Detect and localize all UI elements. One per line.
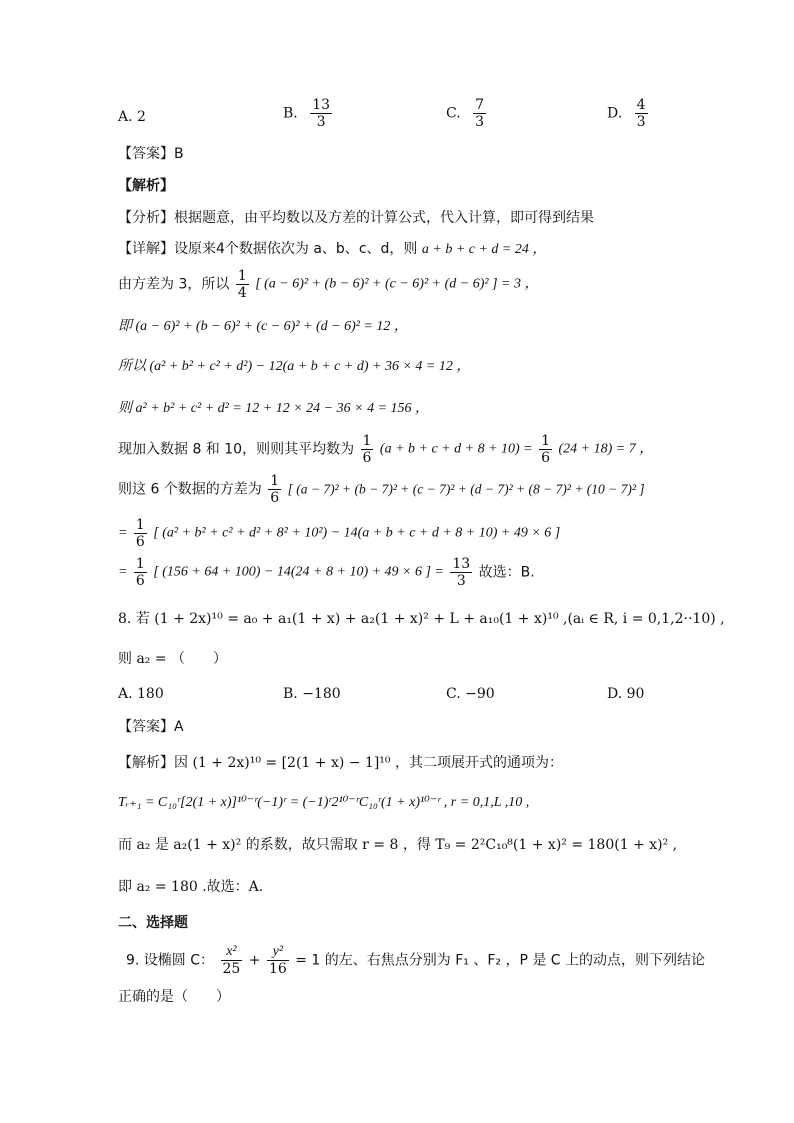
q7-option-c-label: C. — [446, 105, 461, 122]
q7-line8-fraction — [134, 517, 147, 550]
q7-option-b-den: 3 — [316, 114, 326, 130]
q7-line9 — [118, 556, 535, 589]
q7-option-d-num: 4 — [636, 97, 646, 113]
q7-line7-prefix: 则这 6 个数据的方差为 — [118, 481, 262, 498]
q7-line7-math: [ (a − 7)² + (b − 7)² + (c − 7)² + (d − 7)² + (8 − 7)² + (10 − 7)² ] — [287, 481, 645, 497]
q7-variance-line — [118, 268, 538, 301]
q9-suffix: = 1 的左、右焦点分别为 F₁ 、F₂ ，P 是 C 上的动点，则下列结论 — [295, 952, 706, 969]
q7-line9-fraction-1 — [134, 556, 147, 589]
q7-line4: 所以 (a² + b² + c² + d²) − 12(a + b + c + d) + 36 × 4 = 12 ， — [118, 359, 471, 374]
q7-option-a-value: 2 — [137, 109, 146, 125]
frac-den: 4 — [237, 285, 247, 301]
q9-x-num: x² — [221, 944, 243, 961]
q9-y-den: 16 — [268, 961, 287, 977]
plus-sign: + — [248, 952, 261, 969]
q7-option-d-fraction — [635, 97, 648, 130]
q9-y-num: y² — [267, 944, 289, 961]
q7-line9-fraction-2 — [450, 556, 472, 589]
q7-analysis-heading: 【解析】 — [118, 178, 174, 194]
q7-option-c-fraction — [473, 97, 486, 130]
section-heading: 二、选择题 — [118, 915, 188, 931]
q7-line9-math: [ (156 + 64 + 100) − 14(24 + 8 + 10) + 49 × 6 ] = — [153, 564, 444, 580]
frac-num: 1 — [270, 473, 280, 489]
equals-sign: = — [118, 564, 128, 580]
q7-option-a — [118, 109, 146, 125]
q7-detail-math: a + b + c + d = 24 ， — [421, 242, 547, 257]
q7-option-c — [446, 97, 488, 130]
frac-den: 6 — [135, 534, 145, 550]
frac-num: 1 — [541, 433, 551, 449]
q8-option-d: D. 90 — [607, 686, 645, 702]
q9-x-fraction — [221, 944, 243, 977]
q9-line1 — [126, 944, 705, 977]
frac-den: 6 — [541, 450, 551, 466]
q8-general-term: Tᵣ₊₁ = C₁₀ʳ[2(1 + x)]¹⁰⁻ʳ(−1)ʳ = (−1)ʳ2¹⁰⁻ʳC₁₀ʳ(1 + x)¹⁰⁻ʳ , r = 0,1,L ,10 , — [118, 795, 530, 810]
q7-line6 — [118, 433, 653, 466]
q9-y-fraction — [267, 944, 289, 977]
q8-coef: 而 a₂ 是 a₂(1 + x)² 的系数，故只需取 r = 8 ，得 T₉ = 2²C₁₀⁸(1 + x)² = 180(1 + x)² , — [118, 837, 678, 853]
q8-stem: 8. 若 (1 + 2x)¹⁰ = a₀ + a₁(1 + x) + a₂(1 + x)² + L + a₁₀(1 + x)¹⁰ ,(aᵢ ∈ R, i = 0,1,2··10) , — [118, 611, 725, 627]
q7-line6-fraction-2 — [539, 433, 552, 466]
q7-line6-math2: (24 + 18) = 7 ， — [558, 441, 654, 457]
q7-line8 — [118, 517, 560, 550]
frac-num: 1 — [135, 517, 145, 533]
q7-line6-fraction-1 — [361, 433, 374, 466]
q8-option-a: A. 180 — [118, 686, 164, 702]
q9-prefix: 9. 设椭圆 C： — [126, 952, 215, 969]
frac-num: 13 — [452, 556, 471, 572]
frac-num: 1 — [362, 433, 372, 449]
q7-option-d-den: 3 — [636, 114, 646, 130]
q8-analysis: 【解析】因 (1 + 2x)¹⁰ = [2(1 + x) − 1]¹⁰ ，其二项展开式的通项为： — [118, 755, 563, 771]
frac-num: 1 — [135, 556, 145, 572]
q7-option-b — [283, 97, 334, 130]
q9-line2: 正确的是（ ） — [118, 989, 230, 1005]
q8-answer: 【答案】A — [118, 719, 184, 735]
q7-option-d — [607, 97, 650, 130]
frac-num: 1 — [237, 268, 247, 284]
q7-fenxi: 【分析】根据题意，由平均数以及方差的计算公式，代入计算，即可得到结果 — [118, 210, 594, 226]
q7-detail-line — [118, 240, 546, 259]
q7-line9-tail: 故选：B. — [478, 564, 535, 581]
q7-option-b-label: B. — [283, 105, 298, 122]
q7-line6-prefix: 现加入数据 8 和 10，则则其平均数为 — [118, 441, 355, 458]
q7-line6-math1: (a + b + c + d + 8 + 10) = — [379, 441, 533, 457]
q7-var-prefix: 由方差为 3，所以 — [118, 276, 230, 293]
q7-option-d-label: D. — [607, 105, 623, 122]
q7-var-math: [ (a − 6)² + (b − 6)² + (c − 6)² + (d − 6)² ] = 3 ， — [255, 276, 539, 292]
q7-detail-tag: 【详解】 — [118, 241, 174, 257]
q9-x-den: 25 — [222, 961, 241, 977]
equals-sign: = — [118, 525, 128, 541]
frac-den: 3 — [456, 573, 466, 589]
frac-den: 6 — [362, 450, 372, 466]
q8-conclusion: 即 a₂ = 180 .故选：A. — [118, 879, 264, 895]
q8-ask: 则 a₂ = （ ） — [118, 651, 228, 667]
q7-option-c-num: 7 — [475, 97, 485, 113]
q7-answer: 【答案】B — [118, 146, 184, 162]
q7-var-fraction — [236, 268, 249, 301]
frac-den: 6 — [270, 490, 280, 506]
q7-line8-math: [ (a² + b² + c² + d² + 8² + 10²) − 14(a + b + c + d + 8 + 10) + 49 × 6 ] — [153, 525, 561, 541]
q7-option-c-den: 3 — [475, 114, 485, 130]
q7-line5: 则 a² + b² + c² + d² = 12 + 12 × 24 − 36 × 4 = 156 ， — [118, 401, 430, 416]
q7-line7 — [118, 473, 645, 506]
q7-option-a-label: A. — [118, 109, 138, 125]
q8-option-c: C. −90 — [446, 686, 495, 702]
q7-option-b-num: 13 — [312, 97, 331, 113]
q7-option-b-fraction — [310, 97, 332, 130]
q7-line7-fraction — [268, 473, 281, 506]
q8-option-b: B. −180 — [283, 686, 341, 702]
q7-line3: 即 (a − 6)² + (b − 6)² + (c − 6)² + (d − 6)² = 12 ， — [118, 319, 408, 334]
q7-detail-text: 设原来4个数据依次为 a、b、c、d，则 — [174, 241, 418, 257]
frac-den: 6 — [135, 573, 145, 589]
